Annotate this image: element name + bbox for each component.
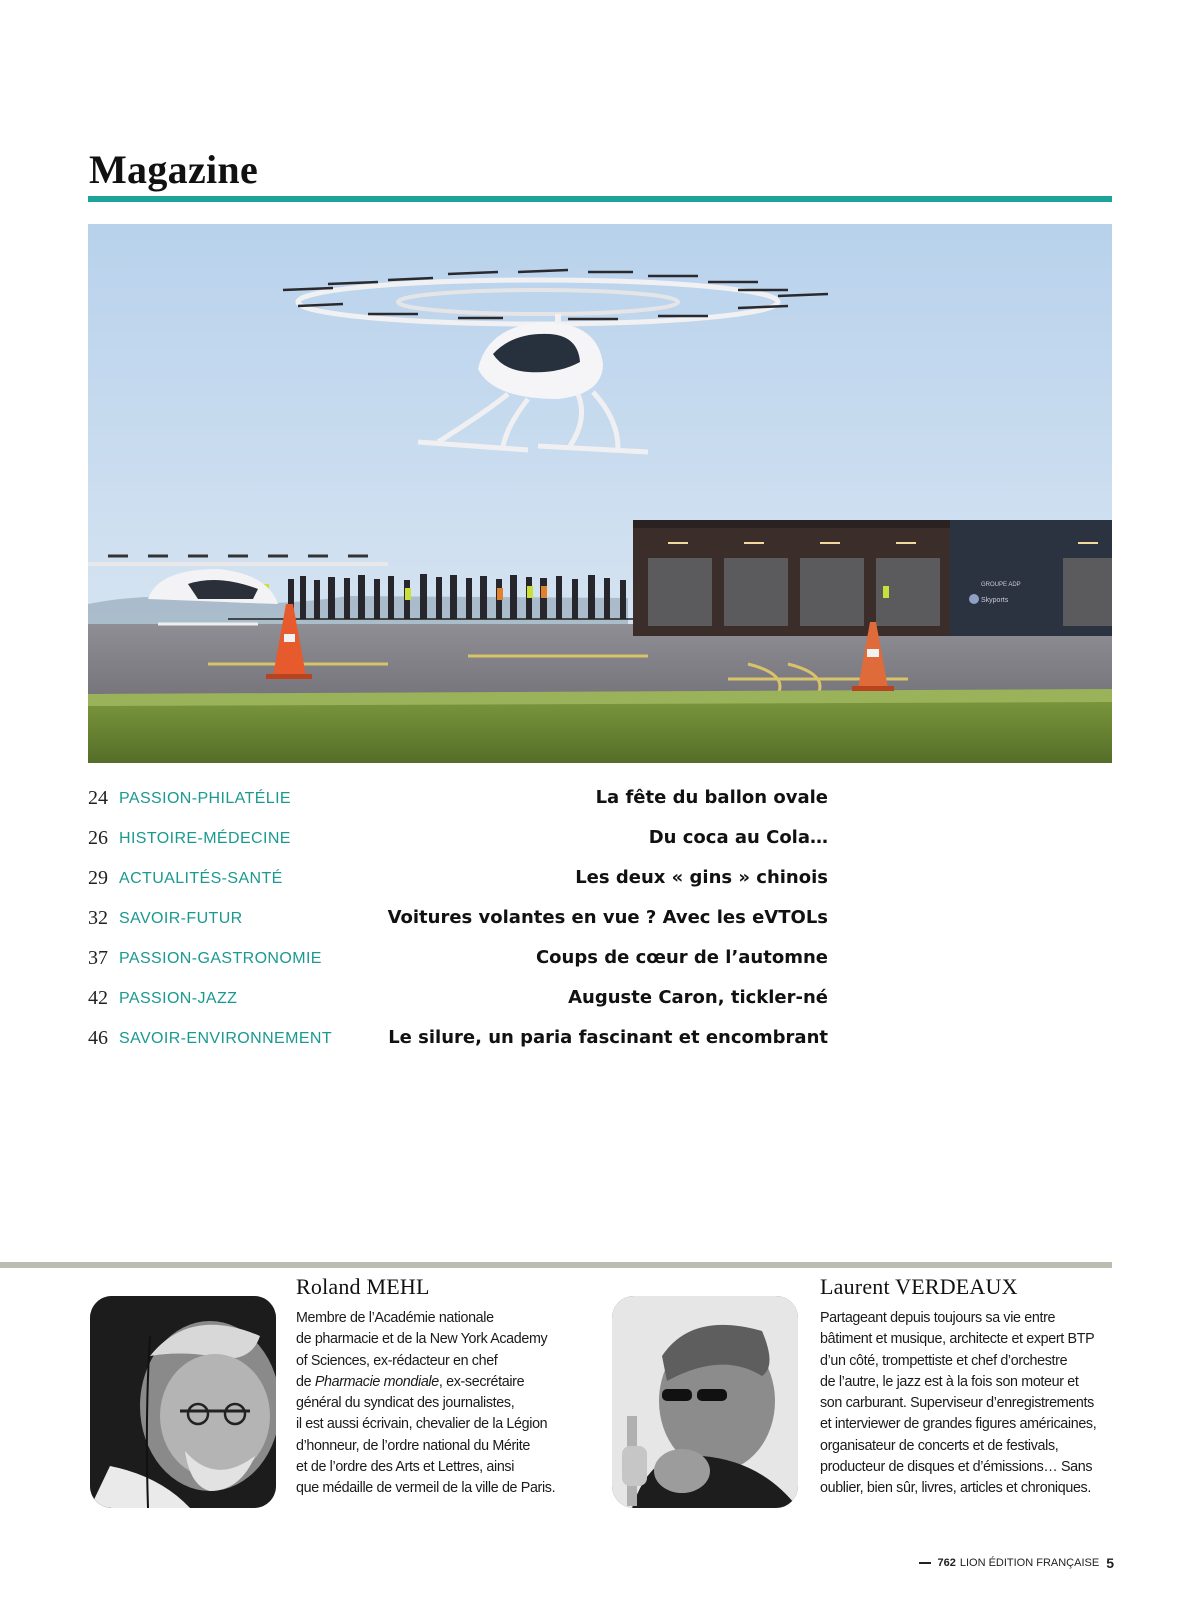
toc-headline: La fête du ballon ovale (595, 787, 828, 808)
toc-page-number: 26 (88, 827, 108, 849)
author-bio (296, 1308, 555, 1500)
author-bio-line: que médaille de vermeil de la ville de Paris. (296, 1480, 556, 1497)
toc-rubric: PASSION-GASTRONOMIE (119, 950, 322, 967)
toc-rubric: PASSION-JAZZ (119, 990, 238, 1007)
toc-rubric: SAVOIR-ENVIRONNEMENT (119, 1030, 333, 1047)
author-bio-line: de pharmacie et de la New York Academy (296, 1331, 548, 1348)
toc-entry[interactable] (88, 943, 828, 983)
toc-page-number: 32 (88, 907, 108, 929)
toc-entry[interactable] (88, 903, 828, 943)
toc-entry[interactable] (88, 823, 828, 863)
footer-page-number: 5 (1106, 1555, 1114, 1571)
author-bio-line: Membre de l’Académie nationale (296, 1310, 494, 1326)
author-bio-line: producteur de disques et d’émissions… Sans (820, 1459, 1093, 1476)
toc-entry[interactable] (88, 1023, 828, 1063)
author-name: Laurent VERDEAUX (820, 1274, 1018, 1299)
toc-page-number: 46 (88, 1027, 108, 1049)
toc-entry[interactable] (88, 983, 828, 1023)
author-bio-line: Partageant depuis toujours sa vie entre (820, 1310, 1056, 1326)
section-title: Magazine (89, 147, 259, 192)
hero-photo (88, 224, 1112, 763)
toc-headline: Auguste Caron, tickler-né (568, 987, 828, 1008)
author-bio (820, 1308, 1096, 1500)
footer-issue-number: 762 (937, 1557, 956, 1569)
author-photo-roland-mehl (90, 1296, 276, 1508)
toc-headline: Les deux « gins » chinois (575, 867, 828, 888)
toc-headline: Le silure, un paria fascinant et encombrant (388, 1027, 828, 1048)
title-rule (88, 196, 1112, 202)
building-sign-adp: GROUPE ADP (981, 582, 1021, 588)
author-bio-line: organisateur de concerts et de festivals, (820, 1437, 1059, 1454)
author-bio-line: of Sciences, ex-rédacteur en chef (296, 1352, 498, 1369)
toc-headline: Du coca au Cola… (648, 827, 828, 848)
toc-headline: Coups de cœur de l’automne (535, 947, 828, 968)
author-bio-line: de Pharmacie mondiale, ex-secrétaire (296, 1373, 525, 1390)
toc-page-number: 42 (88, 987, 108, 1009)
toc-page-number: 24 (88, 787, 108, 809)
author-bio-line: il est aussi écrivain, chevalier de la Légion (296, 1416, 548, 1433)
toc-rubric: PASSION-PHILATÉLIE (119, 790, 291, 807)
author-photo-laurent-verdeaux (612, 1296, 798, 1508)
toc-rubric: HISTOIRE-MÉDECINE (119, 830, 291, 847)
author-name: Roland MEHL (296, 1274, 430, 1299)
footer-dash (919, 1562, 931, 1564)
toc-page-number: 29 (88, 867, 108, 889)
page-footer (919, 1555, 1114, 1571)
author-bio-line: son carburant. Superviseur d’enregistrements (820, 1395, 1094, 1412)
toc-page-number: 37 (88, 947, 108, 969)
toc-headline: Voitures volantes en vue ? Avec les eVTOLs (387, 907, 828, 928)
author-bio-line: de l’autre, le jazz est à la fois son moteur et (820, 1373, 1079, 1390)
author-bio-line: et interviewer de grandes figures américaines, (820, 1416, 1097, 1433)
author-bio-line: bâtiment et musique, architecte et expert BTP (820, 1331, 1095, 1348)
toc-rubric: SAVOIR-FUTUR (119, 910, 243, 927)
building-sign-skyports: Skyports (981, 597, 1009, 604)
author-bio-line: et de l’ordre des Arts et Lettres, ainsi (296, 1459, 515, 1476)
author-bio-line: d’honneur, de l’ordre national du Mérite (296, 1437, 530, 1454)
evtol-photo-illustration (88, 224, 1112, 763)
toc-rubric: ACTUALITÉS-SANTÉ (119, 870, 283, 887)
author-bio-line: oublier, bien sûr, livres, articles et chroniques. (820, 1480, 1091, 1497)
toc-entry[interactable] (88, 863, 828, 903)
author-bio-line: d’un côté, trompettiste et chef d’orchestre (820, 1352, 1068, 1369)
authors-divider (0, 1262, 1112, 1268)
footer-publication: LION ÉDITION FRANÇAISE (959, 1557, 1100, 1569)
author-bio-line: général du syndicat des journalistes, (296, 1395, 515, 1412)
toc-entry[interactable] (88, 783, 828, 823)
